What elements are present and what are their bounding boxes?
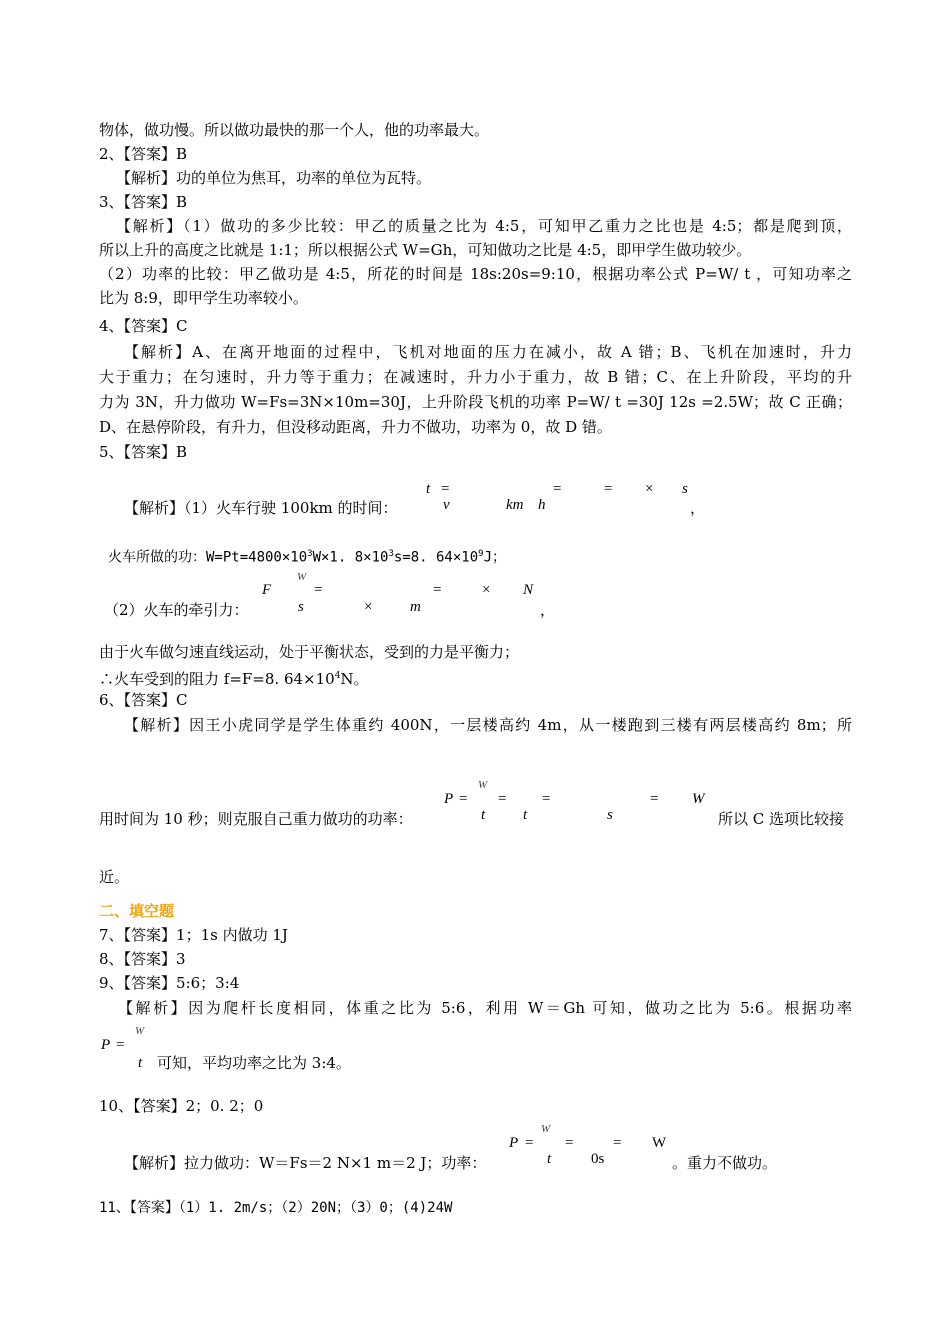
formula-symbol: =: [441, 481, 450, 497]
formula-symbol: P: [509, 1135, 519, 1151]
analysis-line: 【解析】功的单位为焦耳，功率的单位为瓦特。: [116, 169, 432, 187]
formula-symbol: =: [565, 1135, 574, 1151]
formula-symbol: s: [607, 807, 613, 823]
text-line: 所以 C 选项比较接: [718, 810, 845, 828]
text-line: 大于重力；在匀速时，升力等于重力；在减速时，升力小于重力，故 B 错；C、在上升阶段，平均的升: [99, 368, 852, 386]
formula-symbol: =: [613, 1135, 622, 1151]
formula-symbol: =: [116, 1037, 125, 1053]
formula-symbol: F: [262, 582, 272, 598]
text-line: 可知，平均功率之比为 3:4。: [157, 1054, 351, 1072]
formula-symbol: W: [297, 571, 307, 583]
formula-symbol: s: [682, 481, 688, 497]
answer-line: 4、【答案】C: [99, 317, 188, 335]
text-line: 力为 3N，升力做功 W=Fs=3N×10m=30J，上升阶段飞机的功率 P=W/ t =30J 12s =2.5W；故 C 正确；: [99, 393, 852, 411]
text-line: 由于火车做匀速直线运动，处于平衡状态，受到的力是平衡力；: [99, 643, 520, 661]
formula-symbol: =: [433, 582, 442, 598]
answer-line: 11、【答案】（1）1. 2m/s；（2）20N；（3）0；(4)24W: [99, 1200, 453, 1216]
answer-line: 9、【答案】5:6；3:4: [99, 974, 240, 992]
text-line: （2）功率的比较：甲乙做功是 4:5，所花的时间是 18s:20s=9:10，根据功率公式 P=W/ t ，可知功率之: [99, 265, 852, 283]
analysis-line: 【解析】A、在离开地面的过程中，飞机对地面的压力在减小，故 A 错；B、飞机在加速时，升力: [124, 343, 852, 361]
formula-symbol: m: [410, 599, 421, 615]
formula-symbol: P: [444, 791, 454, 807]
answer-line: 5、【答案】B: [99, 443, 188, 461]
answer-line: 8、【答案】3: [99, 950, 186, 968]
answer-line: 3、【答案】B: [99, 193, 188, 211]
formula-symbol: ×: [645, 481, 654, 497]
formula-symbol: 0s: [591, 1151, 605, 1167]
formula-symbol: t: [547, 1151, 552, 1167]
analysis-line: 【解析】因王小虎同学是学生体重约 400N，一层楼高约 4m，从一楼跑到三楼有两层楼高约 8m；所: [124, 716, 852, 734]
formula-symbol: W: [692, 791, 705, 807]
text-line: 。重力不做功。: [672, 1154, 778, 1172]
formula-symbol: =: [650, 791, 659, 807]
text-line: 近。: [99, 868, 130, 886]
formula-symbol: t: [481, 807, 486, 823]
formula-symbol: N: [523, 582, 534, 598]
text-line: 物体，做功慢。所以做功最快的那一个人，他的功率最大。: [99, 121, 490, 139]
formula-symbol: =: [314, 582, 323, 598]
formula-symbol: t: [138, 1055, 143, 1071]
answer-line: 7、【答案】1；1s 内做功 1J: [99, 926, 288, 944]
answer-line: 6、【答案】C: [99, 691, 188, 709]
formula-symbol: P: [101, 1037, 111, 1053]
text-line: ，: [690, 499, 706, 517]
formula-symbol: v: [443, 497, 450, 513]
formula-symbol: ×: [482, 582, 491, 598]
formula-symbol: W: [541, 1123, 551, 1135]
analysis-line: 【解析】拉力做功：W＝Fs＝2 N×1 m＝2 J；功率：: [124, 1154, 487, 1172]
formula-symbol: t: [426, 481, 431, 497]
text-line: D、在悬停阶段，有升力，但没移动距离，升力不做功，功率为 0，故 D 错。: [99, 418, 612, 436]
answer-line: 10、【答案】2；0. 2；0: [99, 1097, 264, 1115]
formula-symbol: s: [298, 599, 304, 615]
analysis-line: 【解析】因为爬杆长度相同，体重之比为 5:6，利用 W＝Gh 可知，做功之比为 5:6。根据功率: [118, 999, 852, 1017]
text-line: ∴火车受到的阻力 f=F=8. $64\times 10^4N$。: [99, 670, 369, 688]
formula-symbol: =: [604, 481, 613, 497]
formula-symbol: =: [525, 1135, 534, 1151]
analysis-line: 【解析】（1）做功的多少比较：甲乙的质量之比为 4:5，可知甲乙重力之比也是 4:5；都是爬到顶，: [116, 217, 852, 235]
formula-symbol: =: [498, 791, 507, 807]
text-line: ，: [540, 601, 556, 619]
section-heading: 二、填空题: [99, 902, 175, 920]
analysis-line: 【解析】（1）火车行驶 100km 的时间：: [124, 499, 398, 517]
text-line: 用时间为 10 秒；则克服自己重力做功的功率：: [99, 810, 413, 828]
text-line: 所以上升的高度之比就是 1:1；所以根据公式 W=Gh，可知做功之比是 4:5，即甲学生做功较少。: [99, 241, 752, 259]
formula-symbol: =: [542, 791, 551, 807]
answer-line: 2、【答案】B: [99, 145, 188, 163]
formula-symbol: ×: [364, 599, 373, 615]
formula-symbol: h: [538, 497, 546, 513]
formula-symbol: =: [553, 481, 562, 497]
formula-symbol: W: [652, 1135, 667, 1151]
formula-symbol: W: [135, 1025, 145, 1037]
formula-symbol: W: [478, 779, 488, 791]
text-line: 比为 8:9，即甲学生功率较小。: [99, 289, 308, 307]
formula-symbol: t: [523, 807, 528, 823]
formula-symbol: km: [506, 497, 524, 513]
text-line: 火车所做的功：$W=Pt=4800\times 10^3W\times 1$. $8\times 10^3s=8$. $64\times 10^9J$；: [108, 549, 507, 566]
formula-symbol: =: [459, 791, 468, 807]
analysis-line: （2）火车的牵引力：: [104, 601, 249, 619]
